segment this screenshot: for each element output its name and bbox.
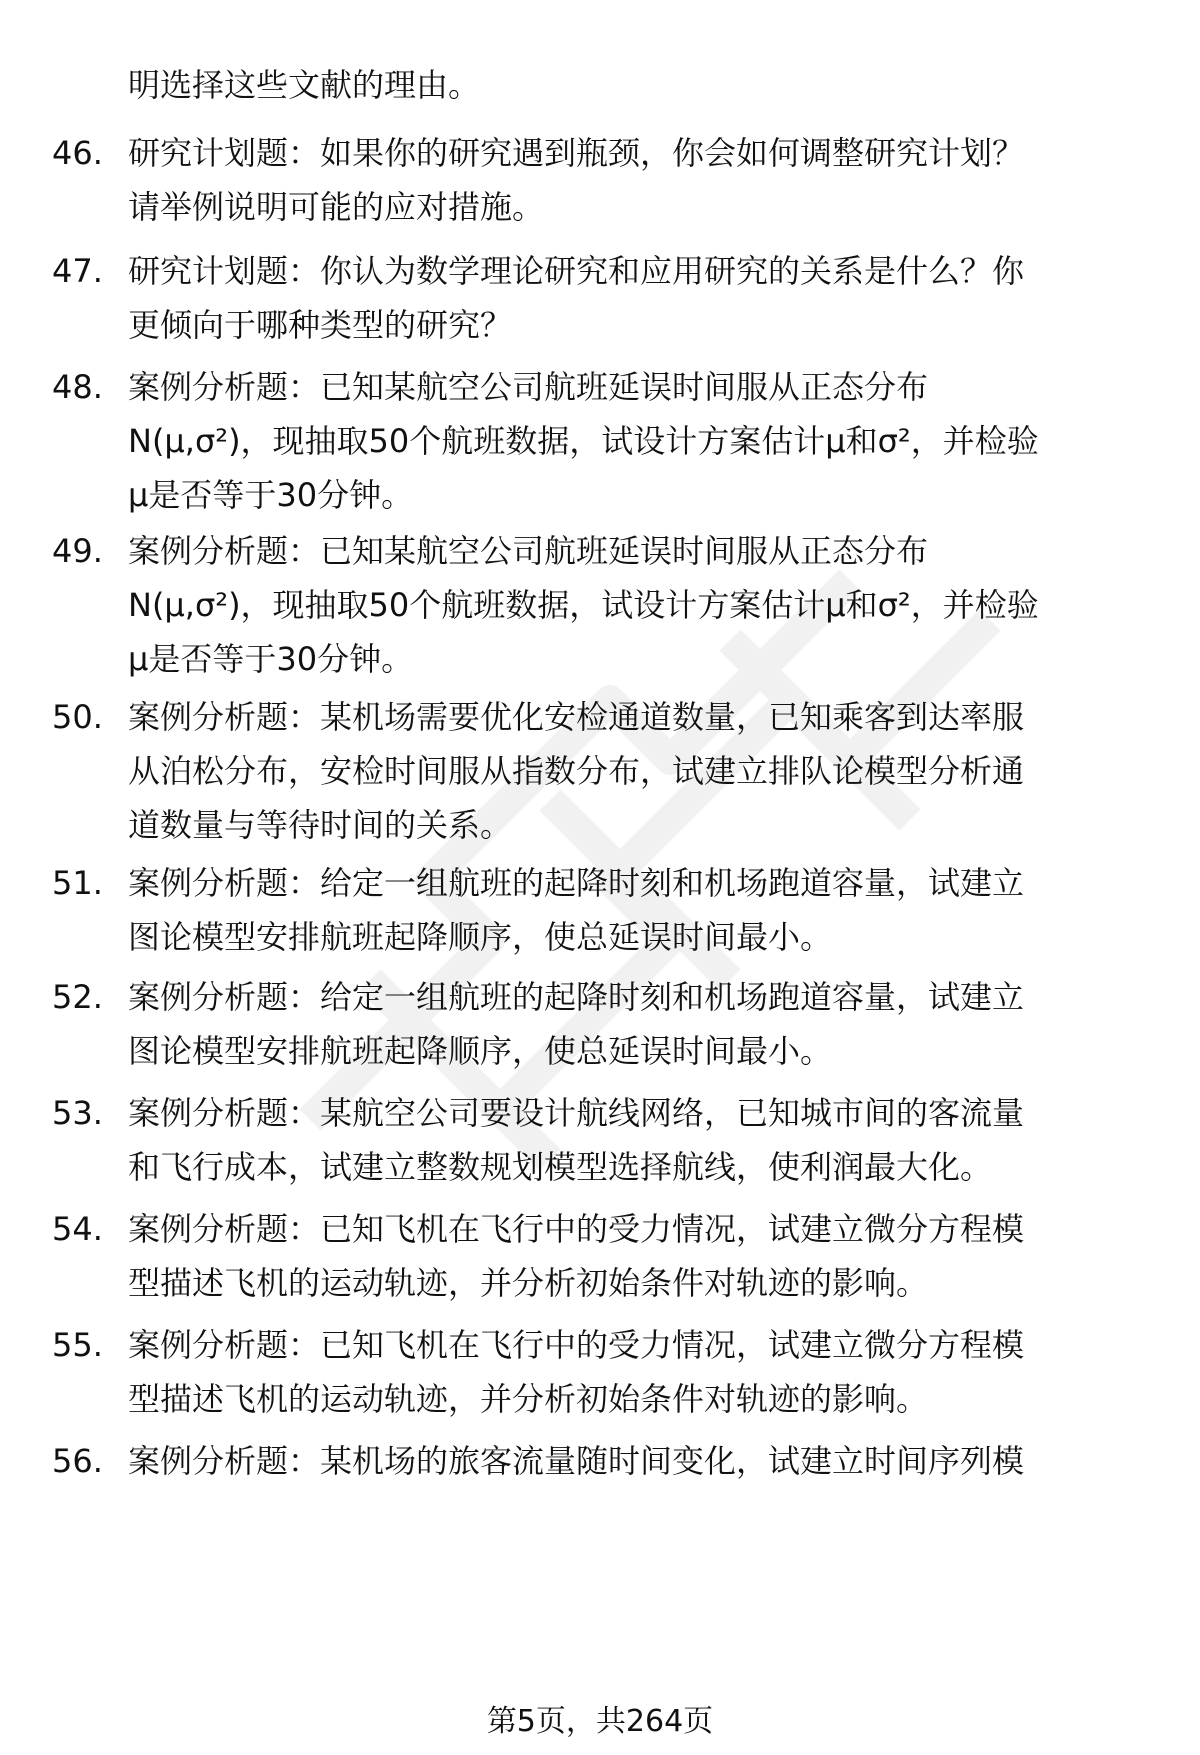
question-number: 53. <box>52 1094 103 1132</box>
question-number: 56. <box>52 1442 103 1480</box>
question-text-line: 案例分析题：已知某航空公司航班延误时间服从正态分布 <box>128 368 929 406</box>
question-text-line: 型描述飞机的运动轨迹，并分析初始条件对轨迹的影响。 <box>128 1264 929 1302</box>
page-footer: 第5页，共264页 <box>486 1704 714 1739</box>
question-text-line: 案例分析题：已知飞机在飞行中的受力情况，试建立微分方程模 <box>128 1326 1025 1364</box>
question-text-line: 图论模型安排航班起降顺序，使总延误时间最小。 <box>128 1032 833 1070</box>
question-text-line: 研究计划题：如果你的研究遇到瓶颈，你会如何调整研究计划？ <box>128 134 1025 172</box>
question-text-line: 案例分析题：某航空公司要设计航线网络，已知城市间的客流量 <box>128 1094 1025 1132</box>
question-text-line: 请举例说明可能的应对措施。 <box>128 188 545 226</box>
question-text-line: 案例分析题：某机场的旅客流量随时间变化，试建立时间序列模 <box>128 1442 1025 1480</box>
question-text-line: 案例分析题：给定一组航班的起降时刻和机场跑道容量，试建立 <box>128 864 1025 902</box>
question-text-line: μ是否等于30分钟。 <box>128 476 414 514</box>
question-number: 48. <box>52 368 103 406</box>
question-text-line: N(μ,σ²)，现抽取50个航班数据，试设计方案估计μ和σ²，并检验 <box>128 422 1039 460</box>
question-text-line: μ是否等于30分钟。 <box>128 640 414 678</box>
question-text-line: 更倾向于哪种类型的研究？ <box>128 306 513 344</box>
question-text-line: 图论模型安排航班起降顺序，使总延误时间最小。 <box>128 918 833 956</box>
question-number: 49. <box>52 532 103 570</box>
question-text-line: 研究计划题：你认为数学理论研究和应用研究的关系是什么？你 <box>128 252 1025 290</box>
question-text-line: 型描述飞机的运动轨迹，并分析初始条件对轨迹的影响。 <box>128 1380 929 1418</box>
question-number: 47. <box>52 252 103 290</box>
question-text-line: 道数量与等待时间的关系。 <box>128 806 513 844</box>
question-text-line: 从泊松分布，安检时间服从指数分布，试建立排队论模型分析通 <box>128 752 1025 790</box>
question-number: 50. <box>52 698 103 736</box>
question-text-line: 案例分析题：已知飞机在飞行中的受力情况，试建立微分方程模 <box>128 1210 1025 1248</box>
question-number: 54. <box>52 1210 103 1248</box>
question-number: 51. <box>52 864 103 902</box>
question-text-line: 案例分析题：某机场需要优化安检通道数量，已知乘客到达率服 <box>128 698 1025 736</box>
question-text-line: N(μ,σ²)，现抽取50个航班数据，试设计方案估计μ和σ²，并检验 <box>128 586 1039 624</box>
question-text-line: 案例分析题：给定一组航班的起降时刻和机场跑道容量，试建立 <box>128 978 1025 1016</box>
continuation-text: 明选择这些文献的理由。 <box>128 66 481 104</box>
question-number: 55. <box>52 1326 103 1364</box>
question-number: 52. <box>52 978 103 1016</box>
question-text-line: 和飞行成本，试建立整数规划模型选择航线，使利润最大化。 <box>128 1148 993 1186</box>
question-number: 46. <box>52 134 103 172</box>
question-text-line: 案例分析题：已知某航空公司航班延误时间服从正态分布 <box>128 532 929 570</box>
